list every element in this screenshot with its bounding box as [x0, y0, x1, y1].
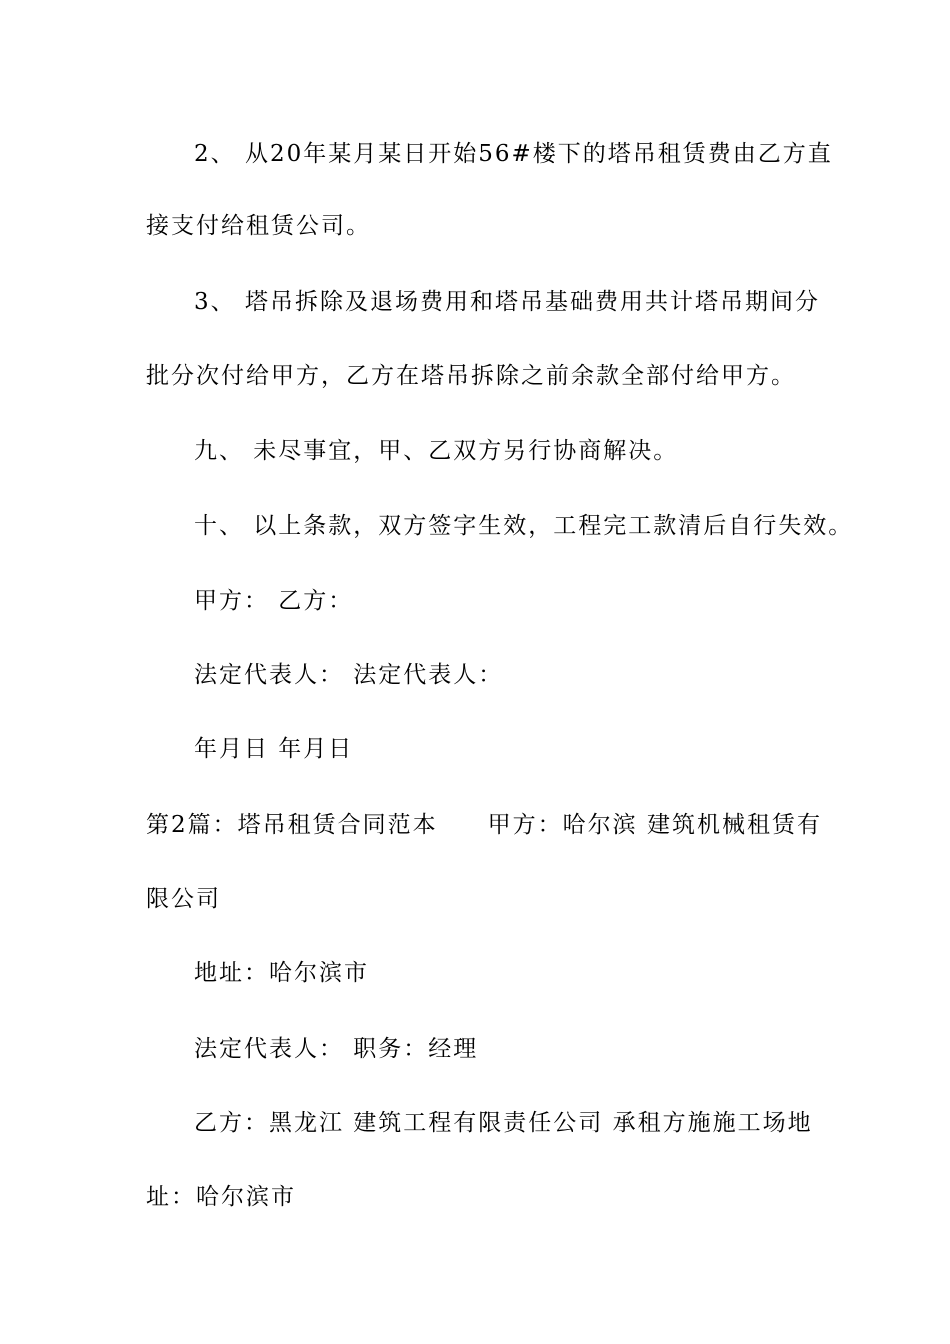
clause-2-line-1: 2、 从20年某月某日开始56#楼下的塔吊租赁费由乙方直: [194, 141, 833, 167]
party-b-line-1: 乙方：黑龙江 建筑工程有限责任公司 承租方施施工场地: [194, 1110, 813, 1136]
party-a-legal-representative: 法定代表人： 职务：经理: [194, 1036, 479, 1062]
party-a-name-part-2: 限公司: [146, 886, 221, 912]
clause-3-line-1: 3、 塔吊拆除及退场费用和塔吊基础费用共计塔吊期间分: [194, 289, 820, 315]
section-2-heading-line: [146, 810, 826, 840]
clause-9: 九、 未尽事宜，甲、乙双方另行协商解决。: [194, 438, 679, 464]
party-a-name-part-1: 甲方：哈尔滨 建筑机械租赁有: [487, 812, 822, 838]
clause-2-line-2: 接支付给租赁公司。: [146, 213, 371, 239]
signature-date-labels: 年月日 年月日: [194, 736, 354, 762]
clause-3-line-2: 批分次付给甲方，乙方在塔吊拆除之前余款全部付给甲方。: [146, 363, 796, 389]
clause-10: 十、 以上条款，双方签字生效，工程完工款清后自行失效。: [194, 513, 854, 539]
party-signature-labels: 甲方： 乙方：: [194, 588, 354, 614]
section-2-title: 第2篇：塔吊租赁合同范本: [146, 812, 438, 838]
party-a-address: 地址：哈尔滨市: [194, 960, 369, 986]
party-b-line-2: 址：哈尔滨市: [146, 1184, 296, 1210]
legal-representative-labels: 法定代表人： 法定代表人：: [194, 662, 504, 688]
